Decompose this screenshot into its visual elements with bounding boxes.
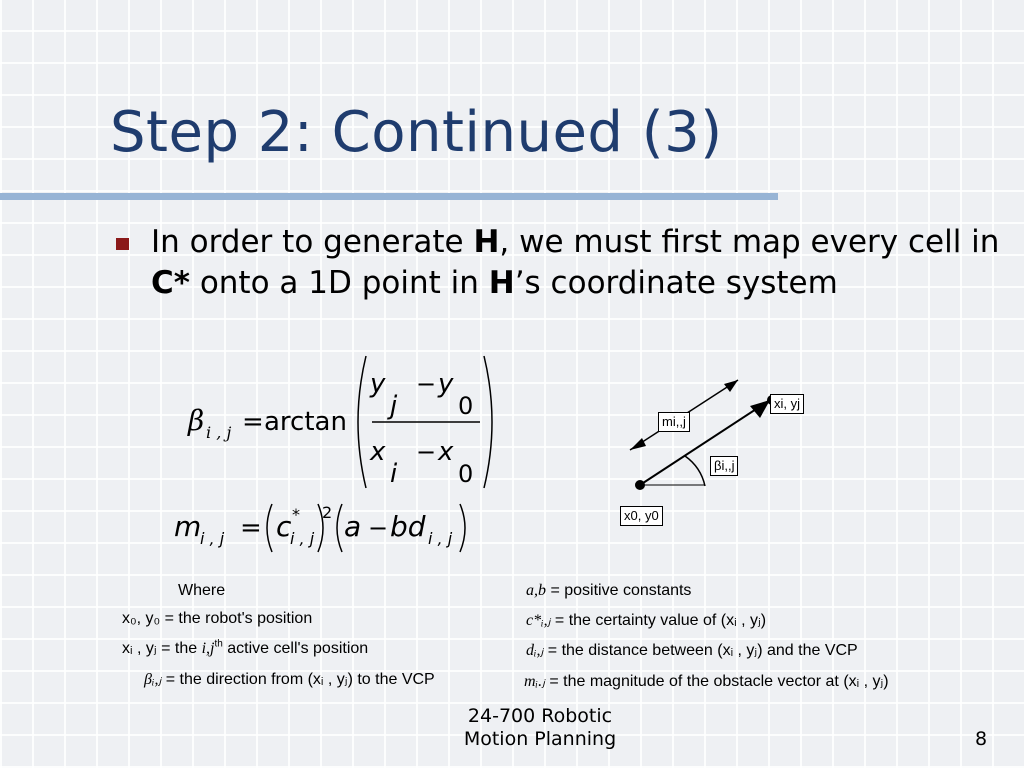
title-underline [0, 193, 778, 200]
svg-text:x: x [370, 437, 386, 467]
slide-title: Step 2: Continued (3) [110, 100, 723, 165]
def-certainty: c*ᵢ,ⱼ = the certainty value of (xᵢ , yⱼ) [526, 612, 767, 629]
svg-text:0: 0 [458, 392, 474, 420]
svg-text:i , j: i , j [290, 529, 315, 548]
svg-text:*: * [292, 505, 300, 524]
svg-text:bd: bd [390, 510, 426, 543]
svg-text:2: 2 [322, 503, 333, 522]
page-number: 8 [975, 728, 988, 750]
def-beta-direction: βᵢ,ⱼ = the direction from (xᵢ , yⱼ) to the VCP [144, 671, 435, 688]
bullet-square-icon [116, 238, 129, 250]
svg-text:i , j: i , j [206, 423, 232, 442]
svg-text:c: c [276, 510, 292, 543]
svg-text:β: β [188, 404, 205, 437]
where-label: Where [178, 582, 226, 599]
svg-text:arctan: arctan [264, 407, 347, 437]
svg-text:i: i [390, 459, 398, 489]
point-xi-yj-label: xi, yj [770, 394, 804, 414]
svg-text:m: m [174, 510, 202, 543]
bullet-text: In order to generate H, we must first map every cell in C* onto a 1D point in H’s coordinate system [151, 224, 1000, 301]
magnitude-label: mi,,j [658, 412, 690, 432]
def-constants: a,b = positive constants [526, 582, 692, 599]
svg-text:−: − [368, 514, 389, 542]
svg-text:−: − [416, 438, 437, 466]
svg-text:i , j: i , j [200, 529, 225, 548]
def-cell-position: xᵢ , yⱼ = the $i,j^{th}$ active cell's position [122, 638, 369, 657]
beta-formula [180, 352, 500, 492]
beta-label: βi,,j [710, 456, 738, 476]
svg-text:j: j [390, 391, 398, 421]
def-robot-position: x₀, y₀ = the robot's position [122, 610, 313, 627]
svg-text:y: y [370, 369, 386, 399]
svg-text:i , j: i , j [428, 529, 453, 548]
vector-diagram [600, 370, 820, 530]
def-distance: dᵢ,ⱼ = the distance between (xᵢ , yⱼ) and the VCP [526, 642, 858, 659]
def-magnitude: mᵢ.ⱼ = the magnitude of the obstacle vector at (xᵢ , yⱼ) [524, 673, 889, 690]
svg-text:y: y [438, 369, 454, 399]
origin-label: x0, y0 [620, 506, 663, 526]
magnitude-formula [172, 498, 472, 556]
svg-text:=: = [240, 513, 262, 543]
svg-text:=: = [242, 407, 264, 437]
course-footer: 24-700 Robotic Motion Planning [463, 705, 617, 750]
svg-text:x: x [438, 437, 454, 467]
svg-text:a: a [344, 510, 362, 543]
svg-text:0: 0 [458, 460, 474, 488]
svg-text:−: − [416, 370, 437, 398]
